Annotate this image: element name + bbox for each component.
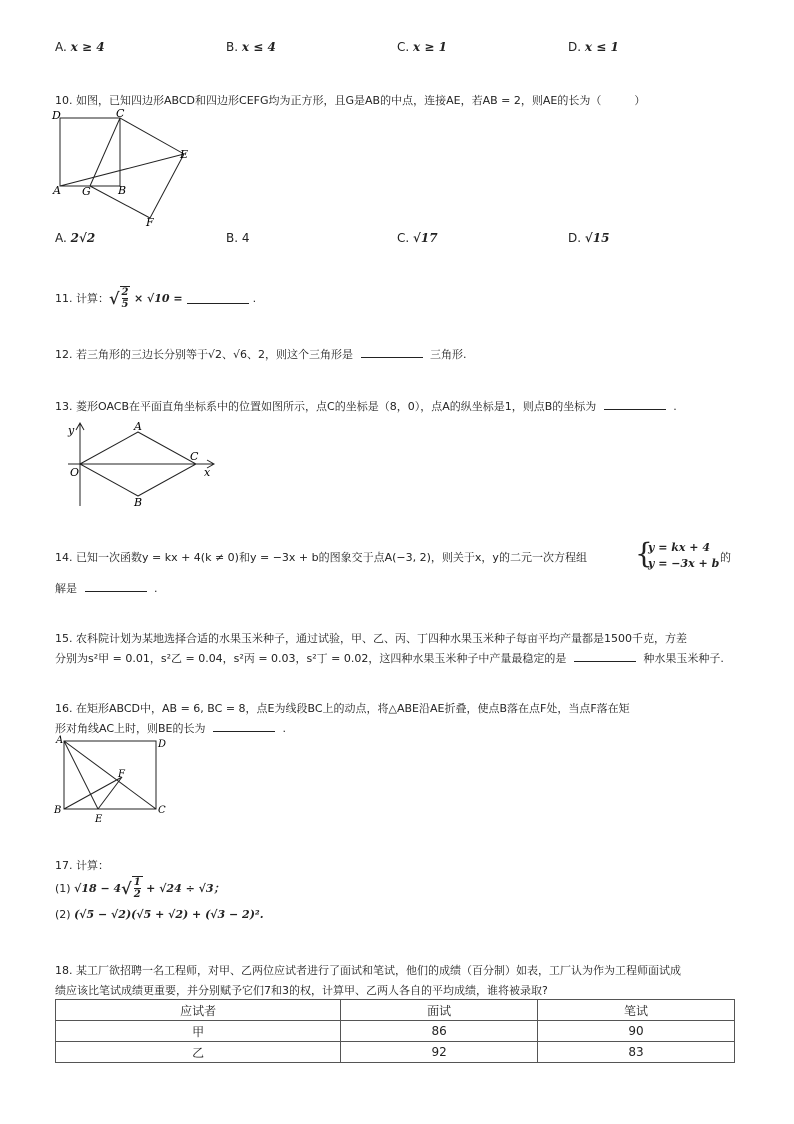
fig13-label-a: A xyxy=(134,420,142,433)
fig10-label-a: A xyxy=(53,184,61,197)
table-cell: 83 xyxy=(538,1042,735,1063)
fig10-label-e: E xyxy=(180,148,189,161)
fig13-label-y: y xyxy=(68,424,75,437)
q12-text: 12. 若三角形的三边长分别等于√2、√6、2，则这个三角形是 三角形. xyxy=(55,348,467,361)
q14-after: 的 xyxy=(720,551,731,564)
q16-answer-blank[interactable] xyxy=(213,721,275,732)
fig10-label-b: B xyxy=(118,184,127,197)
q10-text: 10. 如图，已知四边形ABCD和四边形CEFG均为正方形，且G是AB的中点，连接AE，若AB = 2，则AE的长为（ ） xyxy=(55,94,646,107)
fig13-label-c: C xyxy=(190,450,199,463)
q17-part1: (1) √18 − 4 √ 1 2 + √24 ÷ √3； xyxy=(55,877,225,900)
fig16-label-b: B xyxy=(54,805,62,816)
q14-line2: 解是 . xyxy=(55,582,158,595)
fig13-label-b: B xyxy=(134,496,143,509)
table-header-row xyxy=(56,1000,735,1021)
q13-answer-blank[interactable] xyxy=(604,399,666,410)
q16-line2: 形对角线AC上时，则BE的长为 . xyxy=(55,722,287,735)
fig10-label-g: G xyxy=(82,185,91,198)
q10-option-c: C. √17 xyxy=(397,231,438,245)
q13-text: 13. 菱形OACB在平面直角坐标系中的位置如图所示，点C的坐标是（8，0），点A的纵坐标是1，则点B的坐标为 . xyxy=(55,400,677,413)
q15-line1: 15. 农科院计划为某地选择合适的水果玉米种子，通过试验，甲、乙、丙、丁四种水果玉米种子每亩平均产量都是1500千克，方差 xyxy=(55,632,687,645)
table-cell: 92 xyxy=(341,1042,538,1063)
q18-line2: 绩应该比笔试成绩更重要，并分别赋予它们7和3的权，计算甲、乙两人各自的平均成绩，谁将被录取? xyxy=(55,984,548,997)
q10-option-a: A. 2√2 xyxy=(55,231,96,245)
fig10-label-f: F xyxy=(146,216,154,229)
table-header-cell: 应试者 xyxy=(56,1000,341,1021)
q14-eq2: y = −3x + b xyxy=(648,557,720,570)
table-cell: 90 xyxy=(538,1021,735,1042)
q10-figure xyxy=(50,108,200,230)
table-cell: 86 xyxy=(341,1021,538,1042)
table-cell: 乙 xyxy=(56,1042,341,1063)
fig16-label-e: E xyxy=(95,814,103,825)
fig13-label-o: O xyxy=(70,466,80,479)
q15-line2: 分别为s²甲 = 0.01，s²乙 = 0.04，s²丙 = 0.03，s²丁 = 0.02，这四种水果玉米种子中产量最稳定的是 种水果玉米种子. xyxy=(55,652,724,665)
table-cell: 甲 xyxy=(56,1021,341,1042)
table-header-cell: 面试 xyxy=(341,1000,538,1021)
q16-line1: 16. 在矩形ABCD中，AB = 6, BC = 8，点E为线段BC上的动点，将△ABE沿AE折叠，使点B落在点F处，当点F落在矩 xyxy=(55,702,630,715)
q11-text: 11. 计算： √ $\frac{2}{5}$ × √10 = . xyxy=(55,287,257,310)
fig13-label-x: x xyxy=(204,466,211,479)
fig10-label-d: D xyxy=(52,109,61,122)
fig10-label-c: C xyxy=(116,108,125,120)
q17-fraction: 1 2 xyxy=(133,877,141,900)
q14-answer-blank[interactable] xyxy=(85,581,147,592)
q14-brace: { xyxy=(635,537,653,570)
q9-option-c: C. x ≥ 1 xyxy=(397,40,447,54)
table-row xyxy=(56,1021,735,1042)
q12-answer-blank[interactable] xyxy=(361,347,423,358)
table-header-cell: 笔试 xyxy=(538,1000,735,1021)
q14-text: 14. 已知一次函数y = kx + 4(k ≠ 0)和y = −3x + b的图象交于点A(−3, 2)，则关于x，y的二元一次方程组 xyxy=(55,551,587,564)
q18-score-table xyxy=(55,999,735,1063)
q9-option-a: A. x ≥ 4 xyxy=(55,40,105,54)
q11-fraction: $\frac{2}{5}$ xyxy=(121,287,129,310)
fig16-label-d: D xyxy=(158,739,167,750)
q18-line1: 18. 某工厂欲招聘一名工程师，对甲、乙两位应试者进行了面试和笔试，他们的成绩（百分制）如表，工厂认为作为工程师面试成 xyxy=(55,964,681,977)
fig16-label-f: F xyxy=(118,769,125,780)
q13-figure xyxy=(58,418,223,510)
q9-option-d: D. x ≤ 1 xyxy=(568,40,619,54)
q10-option-d: D. √15 xyxy=(568,231,610,245)
q9-option-b: B. x ≤ 4 xyxy=(226,40,276,54)
q11-answer-blank[interactable] xyxy=(187,293,249,304)
table-row xyxy=(56,1042,735,1063)
q17-part2: (2) (√5 − √2)(√5 + √2) + (√3 − 2)². xyxy=(55,908,264,921)
q10-option-b: B. 4 xyxy=(226,231,250,245)
q17-title: 17. 计算： xyxy=(55,859,109,872)
q16-figure xyxy=(50,733,180,825)
fig16-label-a: A xyxy=(56,735,64,746)
q14-eq1: y = kx + 4 xyxy=(648,541,710,554)
q15-answer-blank[interactable] xyxy=(574,651,636,662)
fig16-label-c: C xyxy=(158,805,166,816)
